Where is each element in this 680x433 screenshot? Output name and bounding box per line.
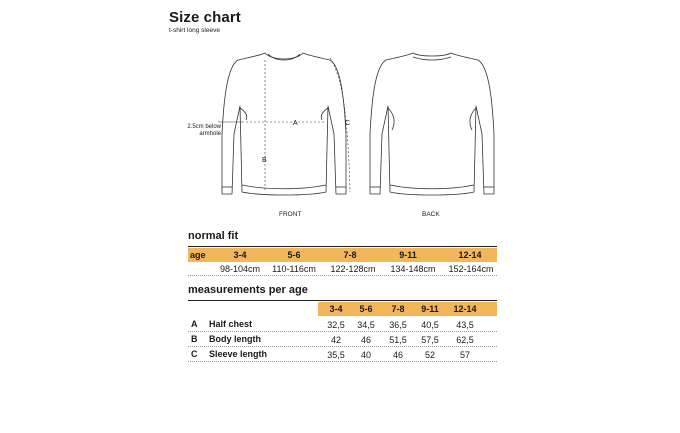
normal-fit-row-divider (188, 275, 497, 276)
armhole-note-line1: 2.5cm below (187, 124, 221, 130)
front-pocket-left (240, 108, 247, 120)
armhole-note-line2: armhole (199, 131, 221, 137)
row-value: 35,5 (327, 350, 345, 360)
row-value: 46 (392, 350, 403, 360)
row-code: C (191, 349, 198, 359)
page-title: Size chart (169, 9, 241, 26)
row-code: B (191, 334, 198, 344)
nf-age-4: 9-11 (399, 250, 417, 260)
row-label: Half chest (209, 319, 253, 329)
back-hem-band (390, 185, 474, 189)
row-code: A (191, 319, 198, 329)
tshirt-diagram (180, 44, 520, 219)
front-hem-band (242, 185, 326, 189)
row-value: 42 (330, 335, 341, 345)
front-shirt-outline (222, 53, 346, 195)
row-value: 52 (424, 350, 435, 360)
row-value: 34,5 (357, 320, 375, 330)
marker-a: A (293, 120, 298, 127)
row-value: 57 (459, 350, 470, 360)
row-value: 43,5 (456, 320, 474, 330)
row-value: 40 (360, 350, 371, 360)
row-value: 57,5 (421, 335, 439, 345)
front-pocket-right (321, 108, 328, 120)
marker-b: B (262, 157, 267, 164)
row-value: 32,5 (327, 320, 345, 330)
front-label: FRONT (279, 211, 302, 218)
page-subtitle: t-shirt long sleeve (169, 27, 220, 34)
row-value: 36,5 (389, 320, 407, 330)
m-age-5: 12-14 (453, 304, 477, 314)
m-age-1: 3-4 (329, 304, 343, 314)
nf-height-5: 152-164cm (448, 264, 494, 274)
row-label: Sleeve length (209, 349, 268, 359)
nf-height-2: 110-116cm (272, 264, 316, 274)
row-value: 40,5 (421, 320, 439, 330)
normal-fit-title: normal fit (188, 230, 239, 242)
marker-c: C (345, 120, 351, 127)
nf-age-1: 3-4 (233, 250, 247, 260)
back-shirt-outline (370, 53, 494, 195)
back-crease-left (388, 108, 394, 130)
table-row (188, 317, 497, 332)
nf-age-5: 12-14 (458, 250, 482, 260)
table-row (188, 347, 497, 362)
age-label: age (190, 250, 206, 260)
nf-height-3: 122-128cm (330, 264, 376, 274)
measurements-rule (188, 300, 497, 301)
measurements-title: measurements per age (188, 284, 308, 296)
table-row (188, 332, 497, 347)
nf-age-2: 5-6 (287, 250, 301, 260)
nf-height-1: 98-104cm (219, 264, 261, 274)
back-label: BACK (422, 211, 440, 218)
row-value: 46 (360, 335, 371, 345)
row-value: 62,5 (456, 335, 474, 345)
nf-age-3: 7-8 (343, 250, 357, 260)
back-neck-band (413, 57, 451, 60)
back-crease-right (470, 108, 476, 130)
armhole-note (175, 124, 221, 138)
m-age-2: 5-6 (359, 304, 373, 314)
row-value: 51,5 (389, 335, 407, 345)
m-age-4: 9-11 (421, 304, 439, 314)
m-age-3: 7-8 (391, 304, 405, 314)
row-label: Body length (209, 334, 261, 344)
normal-fit-rule (188, 246, 497, 247)
nf-height-4: 134-148cm (390, 264, 436, 274)
